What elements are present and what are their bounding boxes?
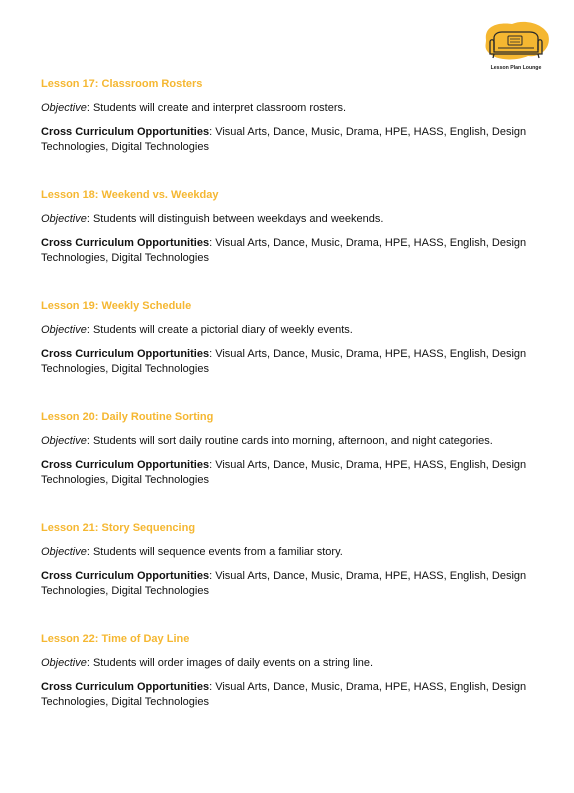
cross-curriculum <box>41 458 546 488</box>
cross-curriculum-text: : Visual Arts, Dance, Music, Drama, HPE, HASS, English, Design Technologies, Digital Technologies <box>41 570 527 597</box>
cross-curriculum-text: : Visual Arts, Dance, Music, Drama, HPE, HASS, English, Design Technologies, Digital Technologies <box>41 681 527 708</box>
cross-curriculum-label: Cross Curriculum Opportunities <box>41 570 210 582</box>
cross-curriculum <box>41 569 546 599</box>
objective-text: : Students will create a pictorial diary of weekly events. <box>86 324 353 336</box>
lesson-item <box>41 188 546 299</box>
lesson-title: Lesson 17: Classroom Rosters <box>41 78 203 90</box>
cross-curriculum-text: : Visual Arts, Dance, Music, Drama, HPE, HASS, English, Design Technologies, Digital Technologies <box>41 459 527 486</box>
cross-curriculum-label: Cross Curriculum Opportunities <box>41 237 210 249</box>
objective-label: Objective <box>41 324 87 336</box>
objective-label: Objective <box>41 657 87 669</box>
sofa-logo-icon <box>480 20 552 64</box>
lesson-title: Lesson 18: Weekend vs. Weekday <box>41 189 219 201</box>
lesson-item <box>41 410 546 521</box>
lesson-item <box>41 77 546 188</box>
lesson-objective <box>41 212 546 226</box>
objective-label: Objective <box>41 546 87 558</box>
cross-curriculum-label: Cross Curriculum Opportunities <box>41 681 210 693</box>
cross-curriculum-text: : Visual Arts, Dance, Music, Drama, HPE, HASS, English, Design Technologies, Digital Technologies <box>41 237 527 264</box>
lesson-item <box>41 521 546 632</box>
objective-text: : Students will sort daily routine cards into morning, afternoon, and night categories. <box>86 435 493 447</box>
objective-text: : Students will create and interpret classroom rosters. <box>86 102 347 114</box>
objective-label: Objective <box>41 435 87 447</box>
lesson-title: Lesson 22: Time of Day Line <box>41 633 190 645</box>
logo-text: Lesson Plan Lounge <box>490 65 542 71</box>
lesson-objective <box>41 323 546 337</box>
cross-curriculum-label: Cross Curriculum Opportunities <box>41 126 210 138</box>
lesson-item <box>41 299 546 410</box>
cross-curriculum-text: : Visual Arts, Dance, Music, Drama, HPE, HASS, English, Design Technologies, Digital Technologies <box>41 126 527 153</box>
cross-curriculum <box>41 680 546 710</box>
cross-curriculum <box>41 236 546 266</box>
cross-curriculum <box>41 125 546 155</box>
objective-label: Objective <box>41 213 87 225</box>
lesson-item <box>41 632 546 743</box>
lesson-title: Lesson 21: Story Sequencing <box>41 522 196 534</box>
objective-text: : Students will sequence events from a familiar story. <box>86 546 343 558</box>
objective-text: : Students will distinguish between weekdays and weekends. <box>86 213 384 225</box>
objective-text: : Students will order images of daily events on a string line. <box>86 657 374 669</box>
lesson-objective <box>41 656 546 670</box>
lesson-list <box>41 77 546 743</box>
objective-label: Objective <box>41 102 87 114</box>
lesson-title: Lesson 20: Daily Routine Sorting <box>41 411 214 423</box>
lesson-objective <box>41 101 546 115</box>
cross-curriculum-text: : Visual Arts, Dance, Music, Drama, HPE, HASS, English, Design Technologies, Digital Technologies <box>41 348 527 375</box>
lesson-objective <box>41 434 546 448</box>
lesson-title: Lesson 19: Weekly Schedule <box>41 300 192 312</box>
cross-curriculum-label: Cross Curriculum Opportunities <box>41 459 210 471</box>
brand-logo <box>480 20 552 76</box>
cross-curriculum <box>41 347 546 377</box>
cross-curriculum-label: Cross Curriculum Opportunities <box>41 348 210 360</box>
lesson-objective <box>41 545 546 559</box>
